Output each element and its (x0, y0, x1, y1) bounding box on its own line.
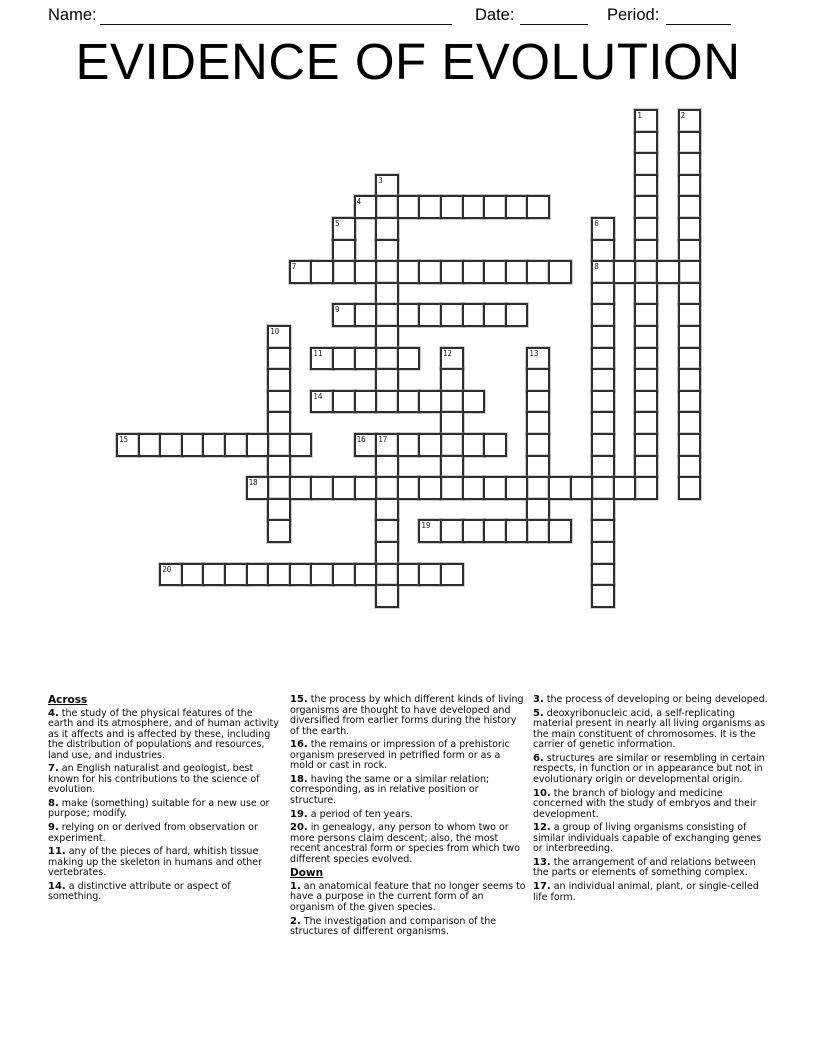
grid-cell[interactable] (505, 260, 529, 284)
grid-cell[interactable] (267, 519, 291, 543)
grid-cell[interactable] (246, 563, 270, 587)
grid-cell[interactable] (418, 195, 442, 219)
cell-number: 3 (378, 175, 383, 185)
grid-cell[interactable] (418, 303, 442, 327)
grid-cell[interactable] (462, 519, 486, 543)
grid-cell[interactable] (354, 347, 378, 371)
clue-across-14: 14. a distinctive attribute or aspect of something. (48, 880, 231, 903)
grid-cell[interactable] (375, 347, 399, 371)
grid-cell[interactable] (397, 195, 421, 219)
grid-cell[interactable] (678, 260, 702, 284)
grid-cell[interactable] (440, 411, 464, 435)
grid-cell[interactable] (591, 519, 615, 543)
clues-column-2 (290, 695, 526, 941)
grid-cell[interactable] (678, 390, 702, 414)
grid-cell[interactable] (159, 563, 183, 587)
grid-cell[interactable] (570, 476, 594, 500)
clue-down-1: 1. an anatomical feature that no longer seems to have a purpose in the current form of an organism of the given species. (290, 880, 526, 913)
grid-cell[interactable] (634, 217, 658, 241)
grid-cell[interactable] (202, 433, 226, 457)
grid-cell[interactable] (440, 347, 464, 371)
grid-cell[interactable] (526, 195, 550, 219)
grid-cell[interactable] (591, 433, 615, 457)
grid-cell[interactable] (267, 498, 291, 522)
cell-number: 18 (248, 478, 258, 488)
grid-cell[interactable] (678, 282, 702, 306)
grid-cell[interactable] (310, 347, 334, 371)
grid-cell[interactable] (375, 282, 399, 306)
grid-cell[interactable] (483, 433, 507, 457)
grid-cell[interactable] (591, 563, 615, 587)
grid-cell[interactable] (462, 476, 486, 500)
grid-cell[interactable] (634, 174, 658, 198)
clue-across-8: 8. make (something) suitable for a new use or purpose; modify. (48, 797, 270, 820)
grid-cell[interactable] (634, 282, 658, 306)
date-label: Date: (475, 6, 515, 24)
grid-cell[interactable] (526, 433, 550, 457)
clues-column-3 (533, 695, 771, 906)
grid-cell[interactable] (634, 131, 658, 155)
grid-cell[interactable] (678, 303, 702, 327)
grid-cell[interactable] (246, 433, 270, 457)
grid-cell[interactable] (591, 368, 615, 392)
grid-cell[interactable] (505, 195, 529, 219)
grid-cell[interactable] (483, 519, 507, 543)
cell-number: 5 (335, 219, 340, 228)
clue-across-7: 7. an English naturalist and geologist, best known for his contributions to the science of evolution. (48, 763, 260, 796)
grid-cell[interactable] (267, 368, 291, 392)
grid-cell[interactable] (375, 303, 399, 327)
clue-down-10: 10. the branch of biology and medicine concerned with the study of embryos and their development. (533, 787, 757, 820)
grid-cell[interactable] (634, 455, 658, 479)
grid-cell[interactable] (591, 476, 615, 500)
clue-across-18: 18. having the same or a similar relation; corresponding, as in relative position or structure. (290, 773, 490, 806)
grid-cell[interactable] (418, 433, 442, 457)
grid-cell[interactable] (418, 519, 442, 543)
grid-cell[interactable] (591, 584, 615, 608)
grid-cell[interactable] (181, 433, 205, 457)
grid-cell[interactable] (440, 303, 464, 327)
cell-number: 11 (313, 348, 323, 358)
grid-cell[interactable] (483, 303, 507, 327)
grid-cell[interactable] (634, 347, 658, 371)
grid-cell[interactable] (634, 390, 658, 414)
grid-cell[interactable] (397, 347, 421, 371)
grid-cell[interactable] (526, 476, 550, 500)
grid-cell[interactable] (548, 476, 572, 500)
cell-number: 17 (378, 435, 388, 444)
grid-cell[interactable] (548, 260, 572, 284)
grid-cell[interactable] (397, 303, 421, 327)
grid-cell[interactable] (634, 476, 658, 500)
cell-number: 1 (637, 111, 642, 120)
grid-cell[interactable] (656, 260, 680, 284)
grid-cell[interactable] (332, 563, 356, 587)
clue-down-6: 6. structures are similar or resembling in certain respects, in function or in appearance but not in evolutionary origin or developmental origin. (533, 752, 765, 785)
grid-cell[interactable] (526, 368, 550, 392)
grid-cell[interactable] (526, 411, 550, 435)
grid-cell[interactable] (634, 239, 658, 263)
grid-cell[interactable] (526, 347, 550, 371)
grid-cell[interactable] (159, 433, 183, 457)
grid-cell[interactable] (224, 433, 248, 457)
grid-cell[interactable] (397, 563, 421, 587)
cell-number: 8 (594, 262, 599, 272)
name-label: Name: (48, 6, 97, 24)
grid-cell[interactable] (354, 303, 378, 327)
grid-cell[interactable] (440, 368, 464, 392)
grid-cell[interactable] (354, 433, 378, 457)
grid-cell[interactable] (591, 239, 615, 263)
clue-across-20: 20. in genealogy, any person to whom two or more persons claim descent; also, the most recent ancestral form or species from which two different species evolved. (290, 822, 520, 865)
grid-cell[interactable] (375, 455, 399, 479)
clue-down-13: 13. the arrangement of and relations between the parts or elements of something complex. (533, 856, 756, 879)
grid-cell[interactable] (591, 260, 615, 284)
grid-cell[interactable] (332, 260, 356, 284)
cell-number: 9 (335, 305, 340, 315)
grid-cell[interactable] (332, 239, 356, 263)
grid-cell[interactable] (267, 433, 291, 457)
grid-cell[interactable] (375, 476, 399, 500)
grid-cell[interactable] (462, 390, 486, 414)
grid-cell[interactable] (354, 195, 378, 219)
grid-cell[interactable] (332, 303, 356, 327)
grid-cell[interactable] (483, 260, 507, 284)
cell-number: 19 (421, 521, 431, 531)
grid-cell[interactable] (526, 498, 550, 522)
grid-cell[interactable] (634, 260, 658, 284)
grid-cell[interactable] (526, 455, 550, 479)
page-title: EVIDENCE OF EVOLUTION (75, 33, 741, 90)
clue-heading-across: Across (48, 694, 88, 706)
grid-cell[interactable] (591, 347, 615, 371)
grid-cell[interactable] (375, 541, 399, 565)
cell-number: 7 (291, 262, 297, 272)
grid-cell[interactable] (310, 563, 334, 587)
cell-number: 6 (594, 219, 599, 228)
grid-cell[interactable] (397, 476, 421, 500)
cell-number: 12 (443, 348, 453, 358)
grid-cell[interactable] (526, 390, 550, 414)
grid-cell[interactable] (397, 260, 421, 284)
grid-cell[interactable] (375, 519, 399, 543)
grid-cell[interactable] (591, 303, 615, 327)
grid-cell[interactable] (375, 498, 399, 522)
grid-cell[interactable] (310, 390, 334, 414)
clues-column-1 (48, 695, 280, 906)
grid-cell[interactable] (202, 563, 226, 587)
cell-number: 15 (119, 435, 129, 444)
grid-cell[interactable] (332, 347, 356, 371)
grid-cell[interactable] (354, 260, 378, 284)
grid-cell[interactable] (483, 195, 507, 219)
grid-cell[interactable] (440, 476, 464, 500)
grid-cell[interactable] (462, 195, 486, 219)
grid-cell[interactable] (440, 519, 464, 543)
grid-cell[interactable] (634, 303, 658, 327)
grid-cell[interactable] (418, 563, 442, 587)
grid-cell[interactable] (375, 584, 399, 608)
grid-cell[interactable] (267, 390, 291, 414)
grid-cell[interactable] (678, 239, 702, 263)
clue-across-15: 15. the process by which different kinds of living organisms are thought to have developed and diversified from earlier forms during the history of the earth. (290, 694, 524, 737)
clue-across-16: 16. the remains or impression of a prehistoric organism preserved in petrified form or as a mold or cast in rock. (290, 739, 510, 772)
clue-down-17: 17. an individual animal, plant, or single-celled life form. (533, 881, 759, 903)
grid-cell[interactable] (462, 260, 486, 284)
grid-cell[interactable] (483, 476, 507, 500)
clue-down-5: 5. deoxyribonucleic acid, a self-replicating material present in nearly all living organisms as the main constituent of chromosomes. It is the carrier of genetic information. (533, 707, 766, 751)
grid-cell[interactable] (678, 476, 702, 500)
grid-cell[interactable] (310, 476, 334, 500)
grid-cell[interactable] (678, 152, 702, 176)
grid-cell[interactable] (289, 476, 313, 500)
grid-cell[interactable] (267, 325, 291, 349)
grid-cell[interactable] (116, 433, 140, 457)
grid-cell[interactable] (440, 563, 464, 587)
grid-cell[interactable] (634, 195, 658, 219)
grid-cell[interactable] (354, 476, 378, 500)
grid-cell[interactable] (138, 433, 162, 457)
grid-cell[interactable] (634, 411, 658, 435)
grid-cell[interactable] (634, 109, 658, 133)
grid-cell[interactable] (397, 433, 421, 457)
cell-number: 20 (162, 564, 172, 574)
grid-cell[interactable] (375, 195, 399, 219)
grid-cell[interactable] (375, 217, 399, 241)
grid-cell[interactable] (332, 217, 356, 241)
grid-cell[interactable] (591, 498, 615, 522)
grid-cell[interactable] (375, 563, 399, 587)
grid-cell[interactable] (678, 217, 702, 241)
cell-number: 16 (356, 435, 366, 444)
grid-cell[interactable] (375, 174, 399, 198)
grid-cell[interactable] (613, 476, 637, 500)
grid-cell[interactable] (678, 131, 702, 155)
grid-cell[interactable] (440, 260, 464, 284)
grid-cell[interactable] (591, 390, 615, 414)
grid-cell[interactable] (418, 476, 442, 500)
grid-cell[interactable] (591, 411, 615, 435)
cell-number: 4 (356, 197, 362, 207)
grid-cell[interactable] (267, 347, 291, 371)
grid-cell[interactable] (332, 476, 356, 500)
grid-cell[interactable] (289, 433, 313, 457)
grid-cell[interactable] (678, 195, 702, 219)
grid-cell[interactable] (591, 282, 615, 306)
grid-cell[interactable] (678, 174, 702, 198)
grid-cell[interactable] (246, 476, 270, 500)
grid-cell[interactable] (440, 390, 464, 414)
grid-cell[interactable] (613, 260, 637, 284)
grid-cell[interactable] (526, 260, 550, 284)
cell-number: 14 (313, 391, 323, 401)
clue-down-12: 12. a group of living organisms consisting of similar individuals capable of exchanging genes or interbreeding. (533, 822, 762, 855)
grid-cell[interactable] (634, 433, 658, 457)
grid-cell[interactable] (634, 325, 658, 349)
cell-number: 10 (270, 327, 280, 336)
grid-cell[interactable] (505, 476, 529, 500)
grid-cell[interactable] (375, 433, 399, 457)
grid-cell[interactable] (678, 325, 702, 349)
grid-cell[interactable] (505, 519, 529, 543)
grid-cell[interactable] (462, 433, 486, 457)
grid-cell[interactable] (678, 433, 702, 457)
grid-cell[interactable] (505, 303, 529, 327)
grid-cell[interactable] (526, 519, 550, 543)
grid-cell[interactable] (354, 390, 378, 414)
clue-across-19: 19. a period of ten years. (290, 808, 413, 820)
grid-cell[interactable] (267, 476, 291, 500)
grid-cell[interactable] (310, 260, 334, 284)
grid-cell[interactable] (462, 303, 486, 327)
grid-cell[interactable] (591, 217, 615, 241)
grid-cell[interactable] (548, 519, 572, 543)
grid-cell[interactable] (375, 325, 399, 349)
grid-cell[interactable] (591, 455, 615, 479)
grid-cell[interactable] (591, 325, 615, 349)
grid-cell[interactable] (332, 390, 356, 414)
grid-cell[interactable] (289, 563, 313, 587)
grid-cell[interactable] (375, 390, 399, 414)
clue-down-2: 2. The investigation and comparison of the structures of different organisms. (290, 915, 497, 938)
clue-across-4: 4. the study of the physical features of the earth and its atmosphere, and of human activity as it affects and is affected by these, including the distribution of populations and resources, land use, and industries. (48, 707, 279, 761)
grid-cell[interactable] (375, 368, 399, 392)
clue-across-9: 9. relying on or derived from observation or experiment. (48, 822, 258, 844)
grid-cell[interactable] (440, 433, 464, 457)
grid-cell[interactable] (634, 152, 658, 176)
grid-cell[interactable] (267, 563, 291, 587)
grid-cell[interactable] (289, 260, 313, 284)
grid-cell[interactable] (440, 455, 464, 479)
cell-number: 13 (529, 348, 539, 358)
grid-cell[interactable] (418, 390, 442, 414)
grid-cell[interactable] (397, 390, 421, 414)
period-label: Period: (607, 6, 660, 24)
clue-down-3: 3. the process of developing or being developed. (533, 694, 768, 705)
grid-cell[interactable] (591, 541, 615, 565)
grid-cell[interactable] (678, 109, 702, 133)
grid-cell[interactable] (181, 563, 205, 587)
grid-cell[interactable] (678, 347, 702, 371)
grid-cell[interactable] (267, 411, 291, 435)
cell-number: 2 (680, 111, 686, 120)
grid-cell[interactable] (354, 563, 378, 587)
grid-cell[interactable] (678, 455, 702, 479)
clue-across-11: 11. any of the pieces of hard, whitish tissue making up the skeleton in humans and other vertebrates. (48, 846, 262, 879)
grid-cell[interactable] (375, 239, 399, 263)
grid-cell[interactable] (634, 368, 658, 392)
clue-heading-down: Down (290, 867, 324, 880)
grid-cell[interactable] (678, 411, 702, 435)
grid-cell[interactable] (678, 368, 702, 392)
grid-cell[interactable] (440, 195, 464, 219)
grid-cell[interactable] (267, 455, 291, 479)
grid-cell[interactable] (375, 260, 399, 284)
grid-cell[interactable] (224, 563, 248, 587)
grid-cell[interactable] (418, 260, 442, 284)
